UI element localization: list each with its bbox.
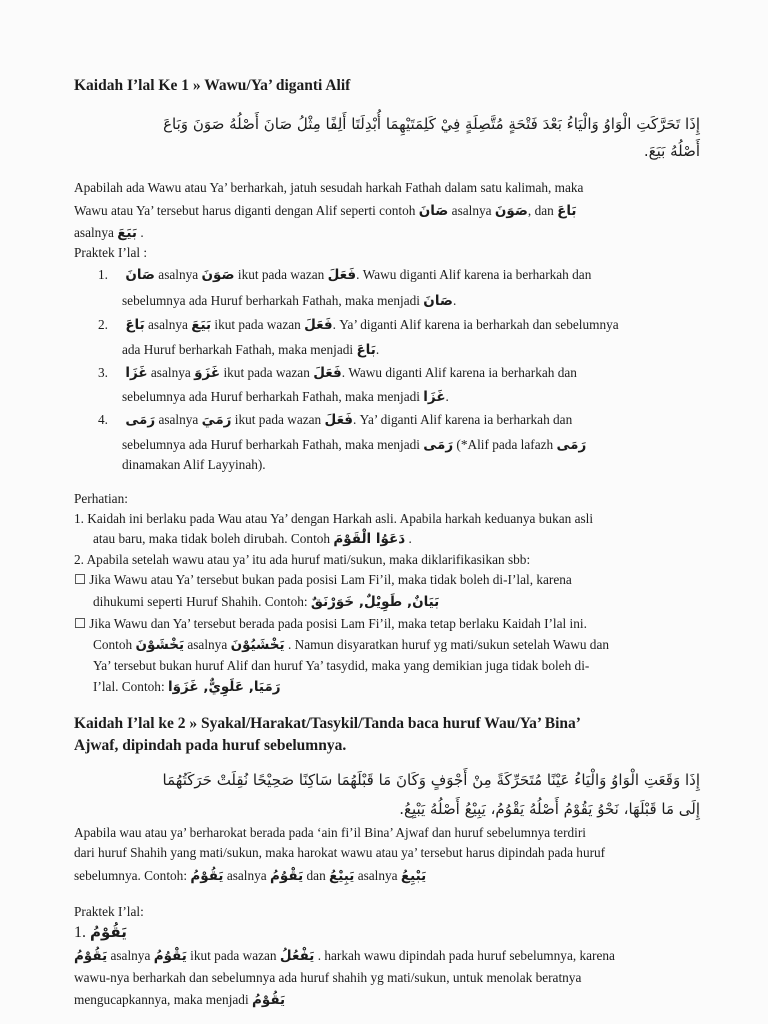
kaidah-2-line-3: sebelumnya. Contoh: يَقُوْمُ asalnya يَقْوُمُ dan يَبِيْعُ asalnya يَبْيِعُ <box>74 868 427 884</box>
checkbox-note-2-line-1: ☐ Jika Wawu dan Ya’ tersebut berada pada posisi Lam Fi’il, maka tetap berlaku Kaidah I’lal ini. <box>74 616 587 631</box>
checkbox-note-1-line-2: dihukumi seperti Huruf Shahih. Contoh: بَيَانٌ, طَوِيْلٌ, خَوَرْنَقٌ <box>93 594 440 610</box>
intro-line-1: Apabilah ada Wawu atau Ya’ berharkah, jatuh sesudah harkah Fathah dalam satu kalimah, maka <box>74 180 584 195</box>
note-1-line-1: 1. Kaidah ini berlaku pada Wau atau Ya’ dengan Harkah asli. Apabila harkah keduanya bukan asli <box>74 511 594 526</box>
list-item: 2. بَاعَ asalnya بَيَعَ ikut pada wazan فَعَلَ. Ya’ diganti Alif karena ia berharkah dan sebelumnya <box>98 317 619 333</box>
arabic-word: بَاعَ <box>557 203 577 219</box>
arabic-rule-2-line-1: إِذَا وَقَعَتِ الْوَاوُ وَالْيَاءُ عَيْنًا مُتَحَرِّكَةً مِنْ أَجْوَفٍ وَكَانَ مَا قَبْلَهُمَا سَاكِنًا صَحِيْحًا نُقِلَتْ حَرَكَتُهُمَا <box>162 771 700 789</box>
list-item-cont: dinamakan Alif Layyinah). <box>122 457 266 472</box>
intro-line-2: Wawu atau Ya’ tersebut harus diganti dengan Alif seperti contoh صَانَ asalnya صَوَنَ, dan بَاعَ <box>74 203 577 219</box>
checkbox-note-1-line-1: ☐ Jika Wawu atau Ya’ tersebut bukan pada posisi Lam Fi’il, maka tidak boleh di-I’lal, karena <box>74 572 572 587</box>
note-1-line-2: atau baru, maka tidak boleh dirubah. Contoh دَعَوُا الْقَوْمَ . <box>93 531 412 547</box>
list-item-cont: ada Huruf berharkah Fathah, maka menjadi بَاعَ. <box>122 342 380 358</box>
arabic-word: صَوَنَ <box>494 203 528 219</box>
praktek-2-item-number: 1. يَقُوْمُ <box>74 923 127 941</box>
praktek-2-line-1: يَقُوْمُ asalnya يَقْوُمُ ikut pada wazan يَفْعُلُ . harkah wawu dipindah pada huruf sebelumnya, karena <box>74 948 615 964</box>
praktek-2-line-3: mengucapkannya, maka menjadi يَقُوْمُ <box>74 992 286 1008</box>
intro-line-3: asalnya بَيَعَ . <box>74 225 144 241</box>
note-2: 2. Apabila setelah wawu atau ya’ itu ada huruf mati/sukun, maka diklarifikasikan sbb: <box>74 552 531 567</box>
arabic-rule-2-line-2: إِلَى مَا قَبْلَهَا، نَحْوُ يَقُوْمُ أَصْلُهُ يَقْوُمُ، يَبِيْعُ أَصْلُهُ يَبْيِعُ. <box>399 800 700 818</box>
arabic-rule-1-line-1: إِذَا تَحَرَّكَتِ الْوَاوُ وَالْيَاءُ بَعْدَ فَتْحَةٍ مُتَّصِلَةٍ فِيْ كَلِمَتَيْهِمَا أُبْدِلَتَا أَلِفًا مِثْلُ صَانَ أَصْلُهُ صَوَنَ وَبَاعَ <box>163 115 700 133</box>
praktek-2-line-2: wawu-nya berharkah dan sebelumnya ada huruf shahih yg mati/sukun, untuk menolak beratnya <box>74 970 582 985</box>
kaidah-2-line-2: dari huruf Shahih yang mati/sukun, maka harokat wawu atau ya’ tersebut harus dipindah pada huruf <box>74 845 606 860</box>
list-item-cont: sebelumnya ada Huruf berharkah Fathah, maka menjadi رَمَى (*Alif pada lafazh رَمَى <box>122 437 587 453</box>
checkbox-note-2-line-2: Contoh يَخْشَوْنَ asalnya يَخْشَيُوْنَ . Namun disyaratkan huruf yg mati/sukun setelah Wawu dan <box>93 637 609 653</box>
perhatian-label: Perhatian: <box>74 491 128 506</box>
heading-kaidah-2-line-2: Ajwaf, dipindah pada huruf sebelumnya. <box>74 737 347 754</box>
arabic-rule-1-line-2: أَصْلُهُ بَيَعَ. <box>643 142 700 160</box>
list-item: 1. صَانَ asalnya صَوَنَ ikut pada wazan فَعَلَ. Wawu diganti Alif karena ia berharkah dan <box>98 267 592 283</box>
heading-kaidah-1: Kaidah I’lal Ke 1 » Wawu/Ya’ diganti Alif <box>74 77 351 94</box>
praktek-label: Praktek I’lal : <box>74 245 148 260</box>
list-item-cont: sebelumnya ada Huruf berharkah Fathah, maka menjadi غَزَا. <box>122 389 449 405</box>
list-item: 3. غَزَا asalnya غَزَوَ ikut pada wazan فَعَلَ. Wawu diganti Alif karena ia berharkah dan <box>98 365 577 381</box>
checkbox-note-2-line-3: Ya’ tersebut bukan huruf Alif dan huruf Ya’ tasydid, maka yang demikian juga tidak boleh di- <box>93 658 590 673</box>
list-item-cont: sebelumnya ada Huruf berharkah Fathah, maka menjadi صَانَ. <box>122 293 457 309</box>
checkbox-note-2-line-4: I’lal. Contoh: رَمَيَا, عَلَوِيٌّ, غَزَوَا <box>93 679 281 695</box>
list-item: 4. رَمَى asalnya رَمَيَ ikut pada wazan فَعَلَ. Ya’ diganti Alif karena ia berharkah dan <box>98 412 573 428</box>
arabic-word: بَيَعَ <box>117 225 138 241</box>
praktek-2-label: Praktek I’lal: <box>74 904 144 919</box>
arabic-word: صَانَ <box>418 203 449 219</box>
heading-kaidah-2-line-1: Kaidah I’lal ke 2 » Syakal/Harakat/Tasykil/Tanda baca huruf Wau/Ya’ Bina’ <box>74 715 581 732</box>
kaidah-2-line-1: Apabila wau atau ya’ berharokat berada pada ‘ain fi’il Bina’ Ajwaf dan huruf sebelumnya terdiri <box>74 825 586 840</box>
